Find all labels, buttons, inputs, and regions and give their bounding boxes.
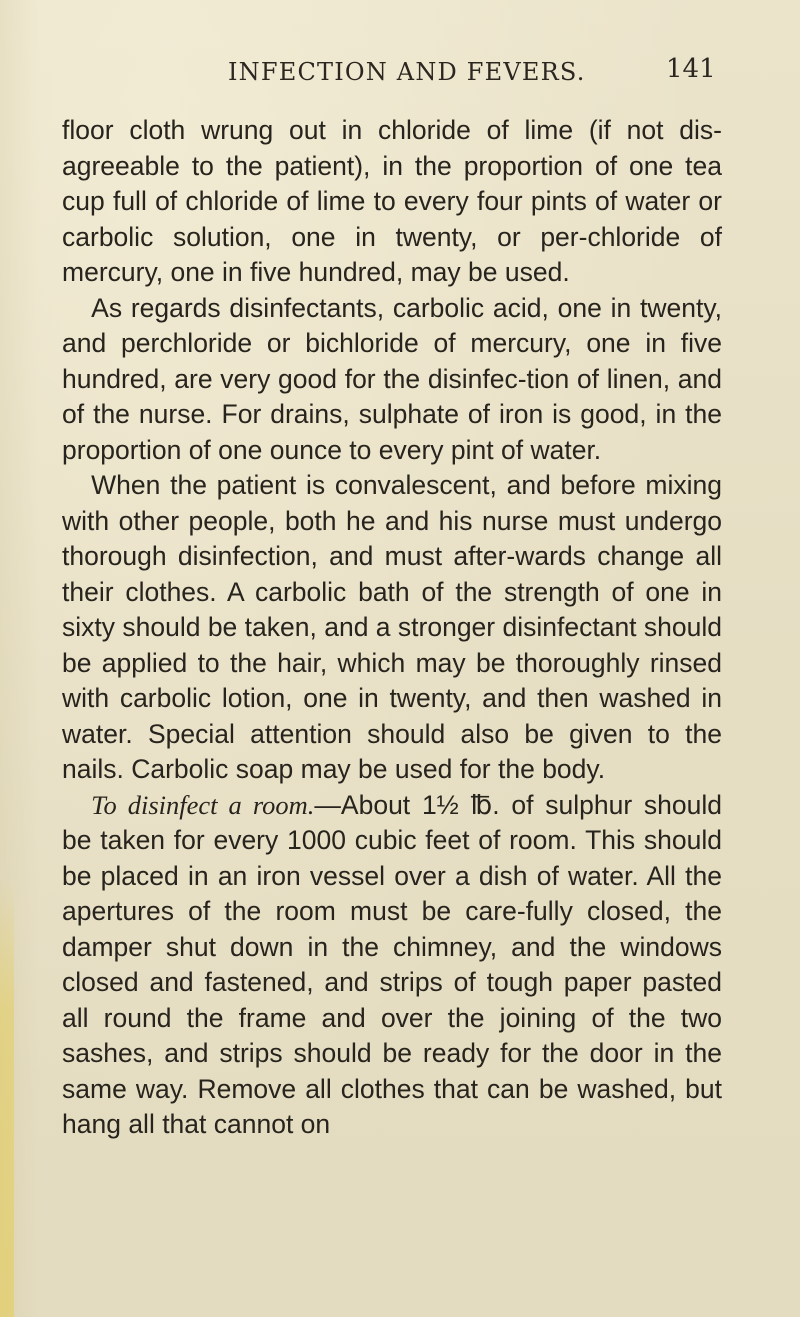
paragraph-continuation: floor cloth wrung out in chloride of lime (if not dis-agreeable to the patient), in the proportion of one tea cup full of chloride of lime to every four pints of water or carbolic solution, one in twenty, or per-chloride of mercury, one in five hundred, may be used. bbox=[62, 115, 722, 287]
running-title: INFECTION AND FEVERS. bbox=[228, 58, 586, 86]
paragraph-convalescent: When the patient is convalescent, and before mixing with other people, both he and his nurse must undergo thorough disinfection, and must after-wards change all their clothes. A carbolic bath of the strength of one in sixty should be taken, and a stronger disinfectant should be applied to the hair, which may be thoroughly rinsed with carbolic lotion, one in twenty, and then washed in water. Special attention should also be given to the nails. Carbolic soap may be used for the body. bbox=[62, 470, 722, 784]
running-header bbox=[0, 54, 800, 98]
section-lead-italic: To disinfect a room. bbox=[91, 789, 315, 820]
paragraph-disinfect-room-text: —About 1½ ℔. of sulphur should be taken for every 1000 cubic feet of room. This should be placed in an iron vessel over a dish of water. All the apertures of the room must be care-fully closed, the damper shut down in the chimney, and the windows closed and fastened, and strips of tough paper pasted all round the frame and over the joining of the two sashes, and strips should be ready for the door in the same way. Remove all clothes that can be washed, but hang all that cannot on bbox=[62, 789, 722, 1139]
page-edge-stain bbox=[0, 880, 14, 1317]
paragraph-disinfect-room bbox=[62, 788, 722, 1143]
page-number: 141 bbox=[666, 54, 716, 84]
paragraph-disinfectants: As regards disinfectants, carbolic acid, one in twenty, and perchloride or bichloride of mercury, one in five hundred, are very good for the disinfec-tion of linen, and of the nurse. For drains, sulphate of iron is good, in the proportion of one ounce to every pint of water. bbox=[62, 292, 722, 465]
body-text bbox=[62, 113, 722, 1143]
